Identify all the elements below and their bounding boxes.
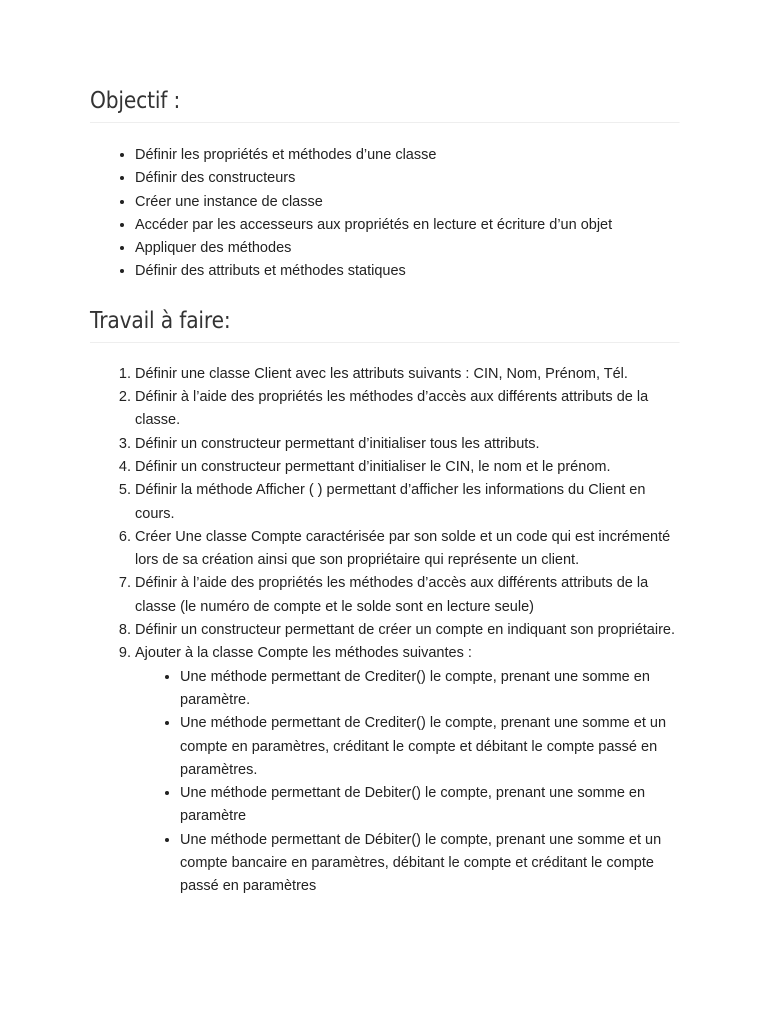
- step-item-with-subitems: [135, 642, 680, 898]
- methods-sublist: [135, 666, 680, 899]
- step-item: 5. Définir la méthode Afficher ( ) permettant d’afficher les informations du Client en cours.: [135, 479, 680, 526]
- objectif-item: • Définir des constructeurs: [135, 167, 680, 190]
- method-subitem: • Une méthode permettant de Debiter() le compte, prenant une somme en paramètre: [180, 782, 680, 829]
- travail-steps-list: [90, 363, 680, 899]
- objectif-heading: Objectif :: [90, 88, 680, 123]
- objectif-item: • Définir les propriétés et méthodes d’une classe: [135, 144, 680, 167]
- section-objectif: [90, 88, 680, 284]
- objectif-item: • Accéder par les accesseurs aux propriétés en lecture et écriture d’un objet: [135, 214, 680, 237]
- method-subitem: • Une méthode permettant de Crediter() le compte, prenant une somme en paramètre.: [180, 666, 680, 713]
- step-item: 1. Définir une classe Client avec les attributs suivants : CIN, Nom, Prénom, Tél.: [135, 363, 680, 386]
- objectif-list: [90, 144, 680, 284]
- step-item: 6. Créer Une classe Compte caractérisée par son solde et un code qui est incrémenté lors de sa création ainsi que son propriétaire qui représente un client.: [135, 526, 680, 573]
- document-page: [90, 88, 680, 899]
- method-subitem: • Une méthode permettant de Débiter() le compte, prenant une somme et un compte bancaire en paramètres, débitant le compte et créditant le compte passé en paramètres: [180, 829, 680, 899]
- section-travail: [90, 308, 680, 899]
- step-item: 7. Définir à l’aide des propriétés les méthodes d’accès aux différents attributs de la classe (le numéro de compte et le solde sont en lecture seule): [135, 572, 680, 619]
- objectif-item: • Définir des attributs et méthodes statiques: [135, 260, 680, 283]
- travail-heading: Travail à faire:: [90, 308, 680, 343]
- objectif-item: • Appliquer des méthodes: [135, 237, 680, 260]
- step-item: 4. Définir un constructeur permettant d’initialiser le CIN, le nom et le prénom.: [135, 456, 680, 479]
- step-item: 8. Définir un constructeur permettant de créer un compte en indiquant son propriétaire.: [135, 619, 680, 642]
- step-item-text: Ajouter à la classe Compte les méthodes suivantes :: [135, 645, 472, 662]
- step-item: 3. Définir un constructeur permettant d’initialiser tous les attributs.: [135, 433, 680, 456]
- step-item: 2. Définir à l’aide des propriétés les méthodes d’accès aux différents attributs de la classe.: [135, 386, 680, 433]
- objectif-item: • Créer une instance de classe: [135, 191, 680, 214]
- method-subitem: • Une méthode permettant de Crediter() le compte, prenant une somme et un compte en paramètres, créditant le compte et débitant le compte passé en paramètres.: [180, 712, 680, 782]
